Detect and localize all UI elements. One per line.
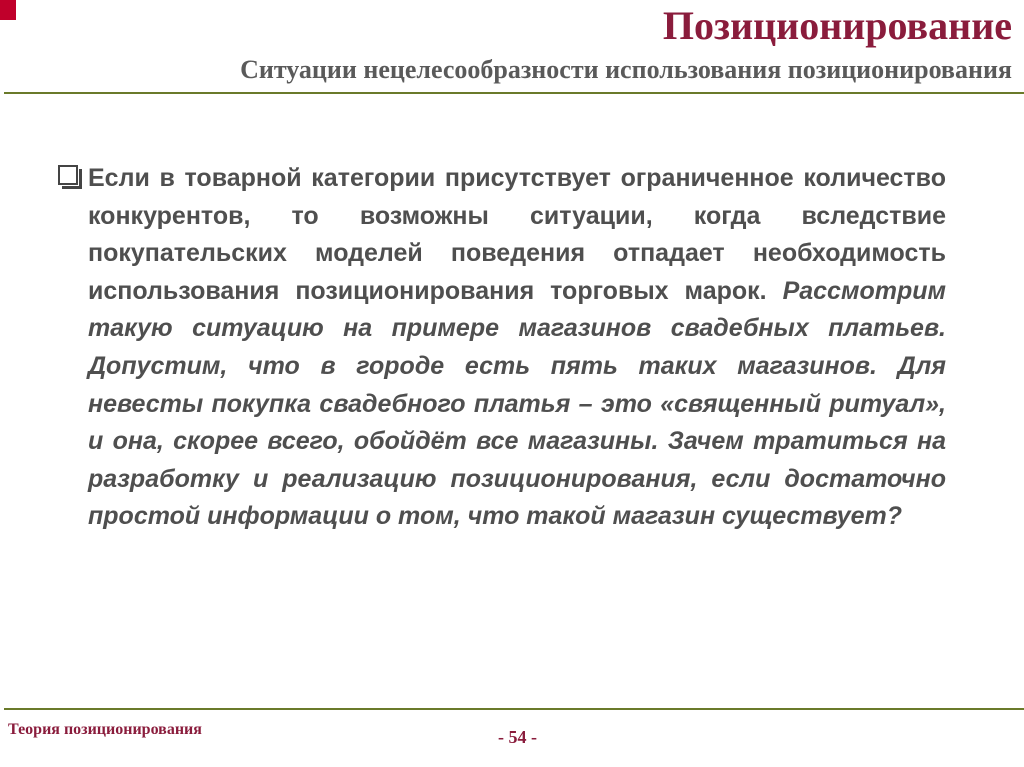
footer-course-title: Теория позиционирования [8, 721, 202, 738]
corner-mark [0, 0, 16, 20]
header-divider [4, 92, 1024, 94]
slide-subtitle: Ситуации нецелесообразности использования позиционирования [240, 55, 1012, 84]
slide-title: Позиционирование [662, 3, 1012, 48]
page-number: - 54 - [498, 727, 537, 747]
bullet-text-regular: Если в товарной категории присутствует ограниченное количество конкурентов, то возможны ситуации, когда вследствие покупательских моделей поведения отпадает необходимость использования позиционирования торговых марок. [88, 164, 946, 305]
footer-divider [4, 708, 1024, 710]
checkbox-bullet-icon [58, 165, 78, 185]
bullet-paragraph [88, 160, 946, 536]
bullet-text-italic: Рассмотрим такую ситуацию на примере магазинов свадебных платьев. Допустим, что в городе есть пять таких магазинов. Для невесты покупка свадебного платья – это «священный ритуал», и она, скорее всего, обойдёт все магазины. Зачем тратиться на разработку и реализацию позиционирования, если достаточно простой информации о том, что такой магазин существует? [88, 276, 946, 531]
